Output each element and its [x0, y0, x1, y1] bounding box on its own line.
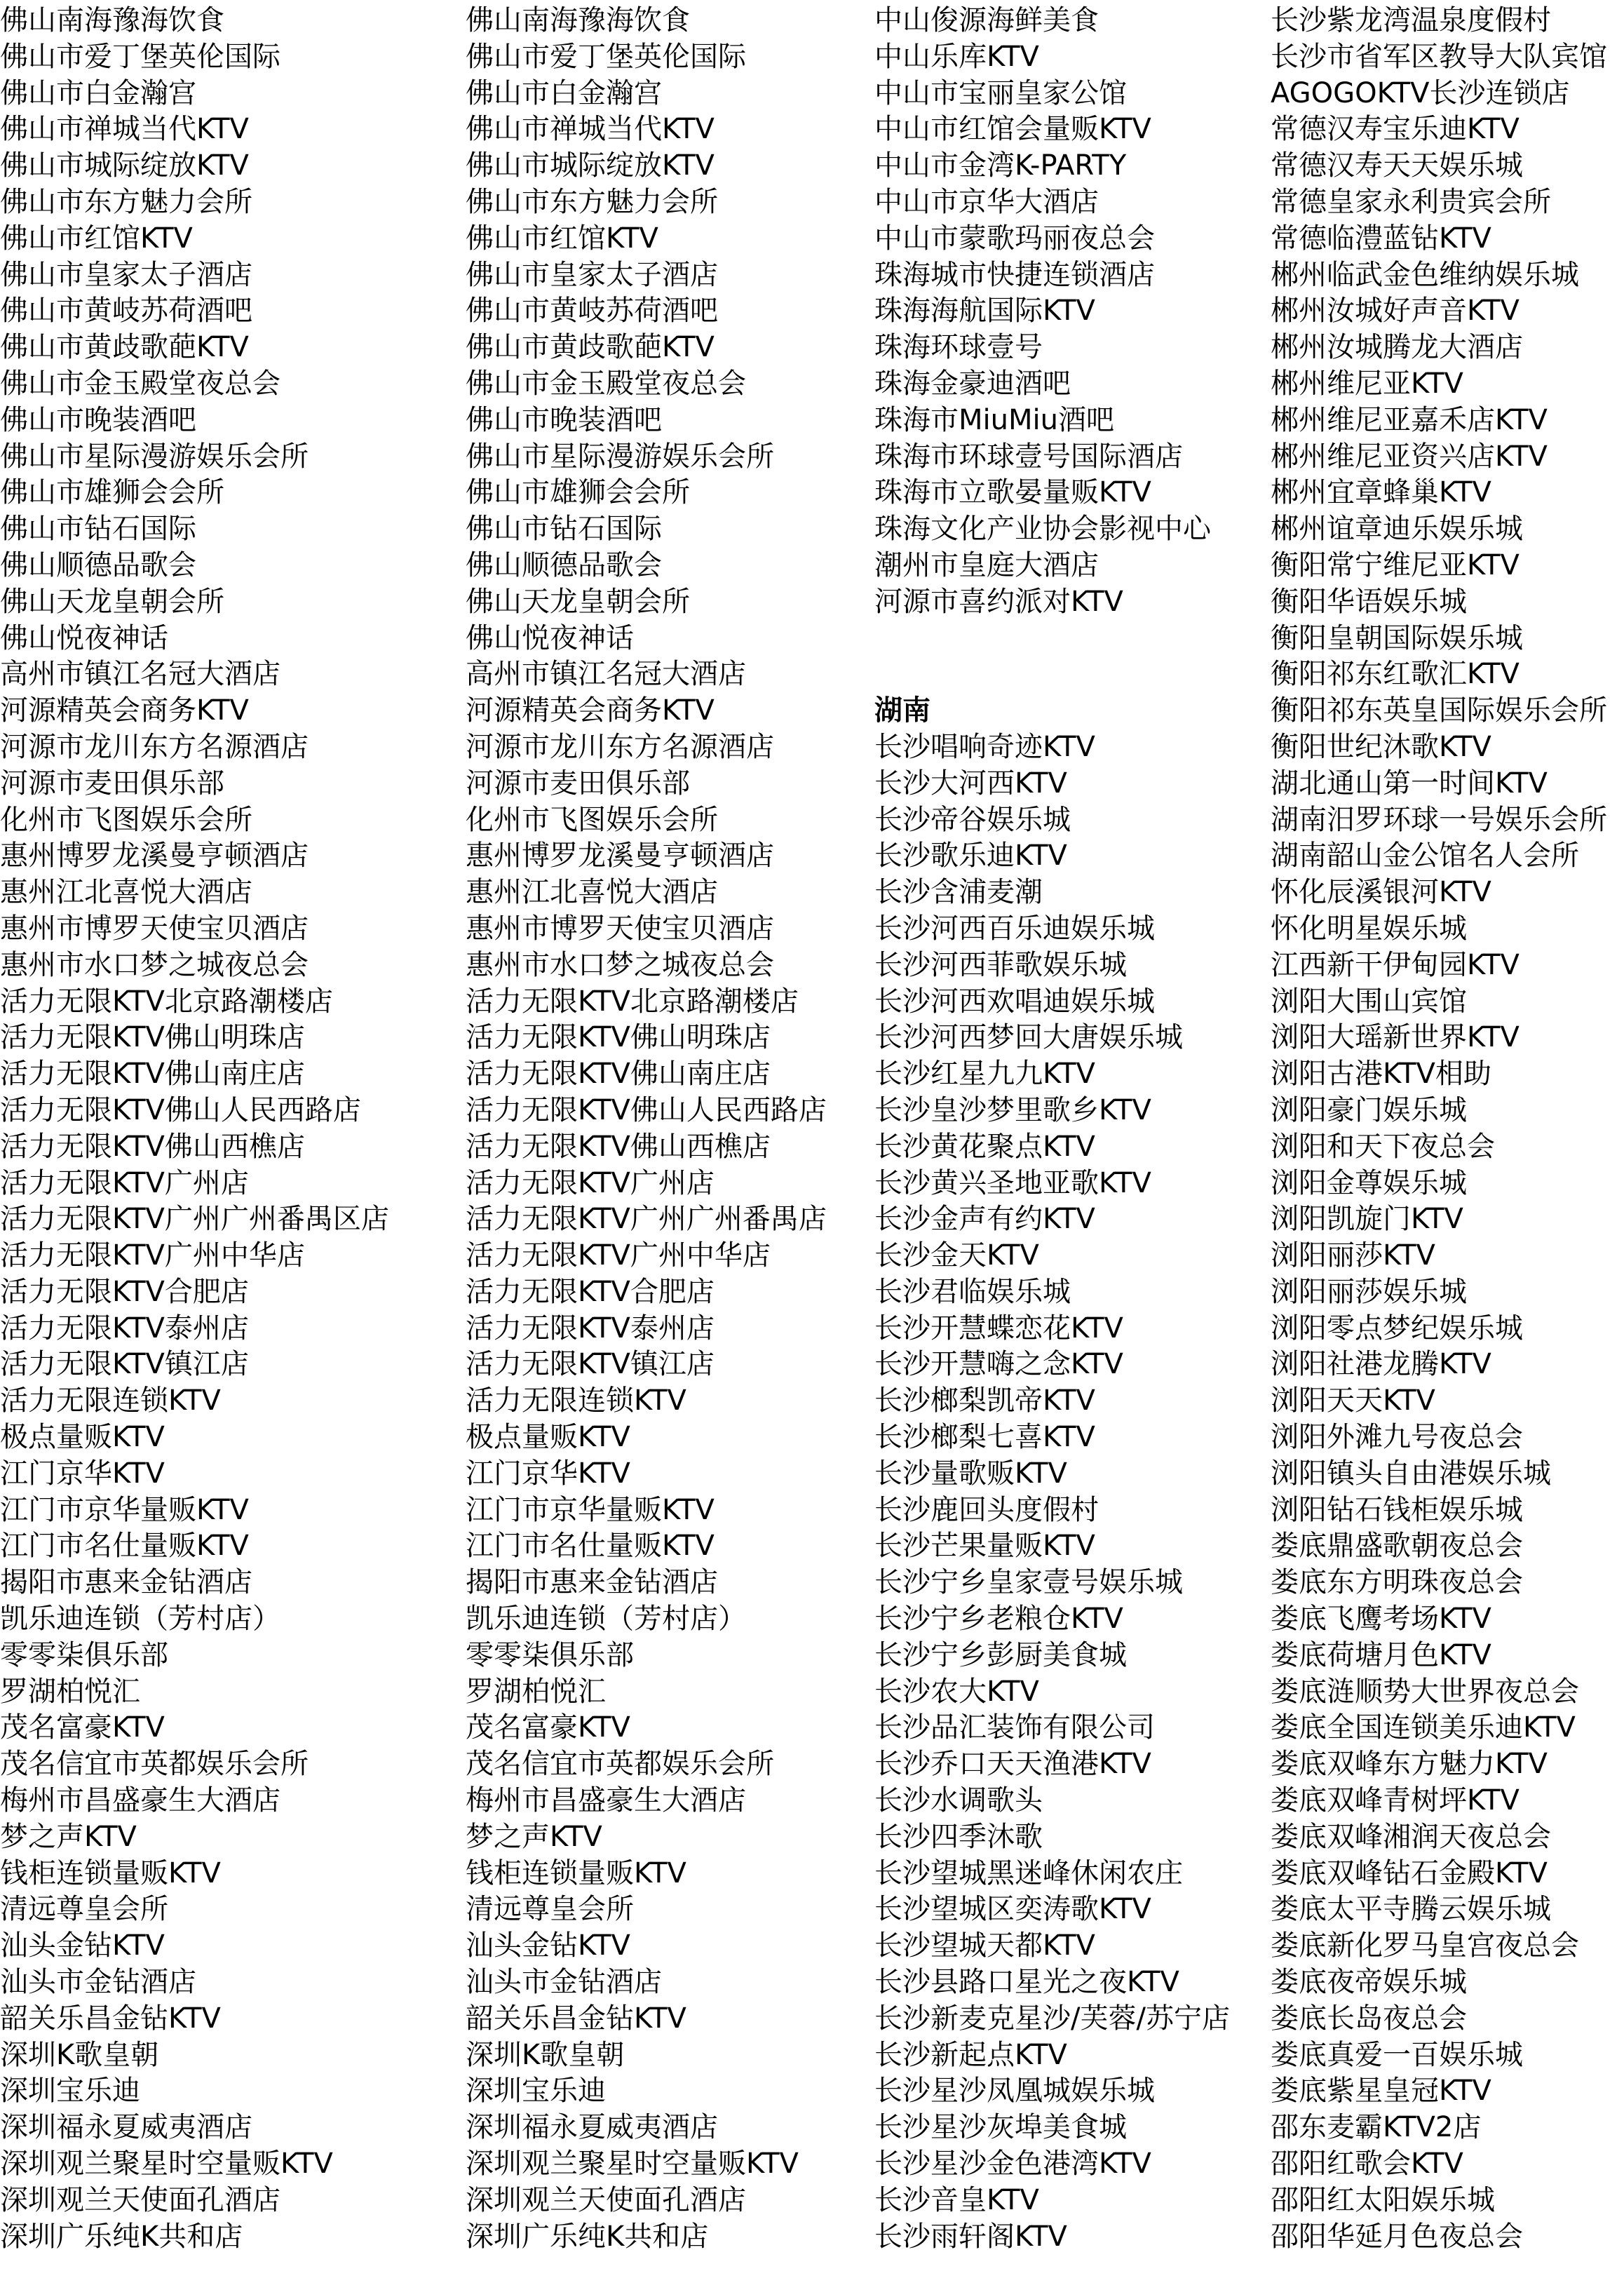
list-item: 浏阳丽莎娱乐城 [1271, 1275, 1467, 1308]
list-item: 深圳观兰聚星时空量贩KTV [0, 2148, 333, 2181]
list-item: 揭阳市惠来金钻酒店 [466, 1566, 718, 1599]
list-item: 活力无限KTV合肥店 [466, 1275, 715, 1308]
list-item: 化州市飞图娱乐会所 [0, 803, 252, 836]
list-item: 长沙望城天都KTV [874, 1929, 1095, 1962]
column-4 [1271, 3, 1607, 2255]
list-item: 中山市宝丽皇家公馆 [874, 76, 1127, 109]
list-item: 长沙四季沐歌 [874, 1820, 1043, 1853]
list-item: 长沙黄兴圣地亚歌KTV [874, 1166, 1151, 1199]
list-item: 中山俊源海鲜美食 [874, 4, 1099, 36]
list-item: 江门市京华量贩KTV [466, 1493, 715, 1526]
list-item: 邵阳华延月色夜总会 [1271, 2220, 1523, 2253]
list-item: 惠州市水口梦之城夜总会 [466, 948, 774, 981]
list-item: 江门京华KTV [466, 1457, 630, 1490]
list-item: 汕头金钻KTV [0, 1929, 165, 1962]
list-item: 活力无限KTV广州中华店 [466, 1239, 771, 1272]
list-item: 活力无限KTV泰州店 [466, 1312, 715, 1345]
list-item: 浏阳大瑶新世界KTV [1271, 1021, 1520, 1054]
list-item: 佛山市金玉殿堂夜总会 [0, 367, 280, 400]
list-item: 深圳宝乐迪 [0, 2075, 140, 2108]
list-item: 珠海城市快捷连锁酒店 [874, 258, 1155, 291]
list-item: 韶关乐昌金钻KTV [466, 2002, 686, 2035]
list-item: 娄底紫星皇冠KTV [1271, 2075, 1491, 2108]
list-item: 长沙河西百乐迪娱乐城 [874, 912, 1155, 945]
list-item: 珠海金豪迪酒吧 [874, 367, 1071, 400]
list-item: 长沙市省军区教导大队宾馆 [1271, 40, 1607, 73]
list-item: 江门市名仕量贩KTV [0, 1530, 249, 1563]
list-item: 佛山市黄歧歌葩KTV [466, 331, 715, 364]
list-item: 汕头市金钻酒店 [466, 1966, 662, 1999]
list-item: 郴州汝城腾龙大酒店 [1271, 331, 1523, 364]
list-item: 珠海市MiuMiu酒吧 [874, 403, 1114, 436]
list-item: 浏阳天天KTV [1271, 1384, 1435, 1417]
list-item: 佛山南海豫海饮食 [0, 4, 224, 36]
list-item: 常德汉寿宝乐迪KTV [1271, 113, 1520, 146]
list-item: 活力无限KTV佛山南庄店 [0, 1058, 305, 1091]
list-item: 活力无限KTV北京路潮楼店 [466, 985, 799, 1018]
list-item: 长沙皇沙梦里歌乡KTV [874, 1093, 1151, 1126]
list-item: 珠海市环球壹号国际酒店 [874, 440, 1183, 473]
list-item: 长沙河西欢唱迪娱乐城 [874, 985, 1155, 1018]
list-item: 深圳广乐纯K共和店 [0, 2220, 243, 2253]
list-item: 浏阳和天下夜总会 [1271, 1130, 1495, 1163]
list-item: 长沙开慧嗨之念KTV [874, 1348, 1123, 1381]
blank-line [874, 621, 1230, 657]
list-item: 邵东麦霸KTV2店 [1271, 2111, 1482, 2144]
list-item: 活力无限KTV广州店 [0, 1166, 249, 1199]
list-item: 浏阳凯旋门KTV [1271, 1203, 1463, 1236]
list-item: 中山乐库KTV [874, 40, 1039, 73]
list-item: 罗湖柏悦汇 [466, 1675, 606, 1708]
list-item: 佛山市红馆KTV [466, 222, 658, 255]
list-item: 长沙量歌贩KTV [874, 1457, 1067, 1490]
list-item: 娄底双峰湘润天夜总会 [1271, 1820, 1551, 1853]
list-item: 惠州博罗龙溪曼亨顿酒店 [0, 840, 309, 872]
list-item: 珠海海航国际KTV [874, 295, 1095, 328]
list-item: 长沙大河西KTV [874, 767, 1067, 800]
list-item: 浏阳豪门娱乐城 [1271, 1093, 1467, 1126]
list-item: 长沙新起点KTV [874, 2038, 1067, 2071]
list-item: 惠州市博罗天使宝贝酒店 [0, 912, 309, 945]
list-item: 郴州维尼亚KTV [1271, 367, 1463, 400]
list-item: 佛山市雄狮会会所 [466, 476, 690, 509]
list-item: 钱柜连锁量贩KTV [0, 1856, 221, 1889]
list-item: 娄底飞鹰考场KTV [1271, 1603, 1491, 1636]
list-item: 佛山市黄岐苏荷酒吧 [466, 295, 718, 328]
list-item: 常德临澧蓝钻KTV [1271, 222, 1491, 255]
list-item: 活力无限KTV北京路潮楼店 [0, 985, 333, 1018]
list-item: 活力无限KTV泰州店 [0, 1312, 249, 1345]
list-item: 中山市京华大酒店 [874, 185, 1099, 218]
list-item: 罗湖柏悦汇 [0, 1675, 140, 1708]
list-item: 长沙芒果量贩KTV [874, 1530, 1095, 1563]
list-item: 江门市京华量贩KTV [0, 1493, 249, 1526]
list-item: 活力无限KTV镇江店 [466, 1348, 715, 1381]
column-1 [0, 3, 389, 2255]
list-item: 浏阳零点梦纪娱乐城 [1271, 1312, 1523, 1345]
list-item: 衡阳皇朝国际娱乐城 [1271, 621, 1523, 654]
list-item: 佛山悦夜神话 [0, 621, 168, 654]
list-item: 活力无限KTV镇江店 [0, 1348, 249, 1381]
list-item: 长沙歌乐迪KTV [874, 840, 1067, 872]
list-item: 长沙宁乡彭厨美食城 [874, 1638, 1127, 1671]
list-item: 活力无限KTV广州广州番禺店 [466, 1203, 827, 1236]
column-2 [466, 3, 827, 2255]
list-item: 长沙水调歌头 [874, 1784, 1043, 1817]
list-item: 佛山市禅城当代KTV [0, 113, 249, 146]
list-item: 长沙紫龙湾温泉度假村 [1271, 4, 1551, 36]
list-item: 珠海环球壹号 [874, 331, 1043, 364]
list-item: AGOGOKTV长沙连锁店 [1271, 76, 1570, 109]
list-item: 活力无限KTV广州店 [466, 1166, 715, 1199]
list-item: 惠州市水口梦之城夜总会 [0, 948, 309, 981]
list-item: 中山市金湾K-PARTY [874, 149, 1127, 182]
list-item: 湖北通山第一时间KTV [1271, 767, 1548, 800]
list-item: 长沙雨轩阁KTV [874, 2220, 1067, 2253]
list-item: 佛山市黄歧歌葩KTV [0, 331, 249, 364]
list-item: 化州市飞图娱乐会所 [466, 803, 718, 836]
list-item: 深圳K歌皇朝 [466, 2038, 625, 2071]
list-item: 茂名信宜市英都娱乐会所 [466, 1748, 774, 1781]
list-item: 佛山市金玉殿堂夜总会 [466, 367, 746, 400]
list-item: 郴州维尼亚嘉禾店KTV [1271, 403, 1548, 436]
list-item: 怀化辰溪银河KTV [1271, 876, 1491, 909]
list-item: 邵阳红太阳娱乐城 [1271, 2183, 1495, 2216]
list-item: 活力无限KTV合肥店 [0, 1275, 249, 1308]
list-item: 河源精英会商务KTV [466, 694, 715, 727]
list-item: 娄底夜帝娱乐城 [1271, 1966, 1467, 1999]
list-item: 河源市喜约派对KTV [874, 585, 1123, 618]
list-item: 佛山市雄狮会会所 [0, 476, 224, 509]
list-item: 湖南汨罗环球一号娱乐会所 [1271, 803, 1607, 836]
list-item: 常德皇家永利贵宾会所 [1271, 185, 1551, 218]
list-item: 梅州市昌盛豪生大酒店 [466, 1784, 746, 1817]
list-item: 邵阳红歌会KTV [1271, 2148, 1463, 2181]
list-item: 揭阳市惠来金钻酒店 [0, 1566, 252, 1599]
list-item: 郴州宜章蜂巢KTV [1271, 476, 1491, 509]
list-item: 深圳福永夏威夷酒店 [466, 2111, 718, 2144]
list-item: 长沙榔梨凯帝KTV [874, 1384, 1095, 1417]
list-item: 长沙星沙凤凰城娱乐城 [874, 2075, 1155, 2108]
list-item: 浏阳钻石钱柜娱乐城 [1271, 1493, 1523, 1526]
list-item: 娄底东方明珠夜总会 [1271, 1566, 1523, 1599]
list-item: 长沙鹿回头度假村 [874, 1493, 1099, 1526]
list-item: 浏阳外滩九号夜总会 [1271, 1421, 1523, 1454]
list-item: 怀化明星娱乐城 [1271, 912, 1467, 945]
list-item: 活力无限KTV佛山明珠店 [0, 1021, 305, 1054]
list-item: 郴州临武金色维纳娱乐城 [1271, 258, 1579, 291]
list-item: 佛山顺德品歌会 [0, 548, 196, 581]
list-item: 浏阳镇头自由港娱乐城 [1271, 1457, 1551, 1490]
list-item: 长沙黄花聚点KTV [874, 1130, 1095, 1163]
list-item: 娄底双峰青树坪KTV [1271, 1784, 1520, 1817]
list-item: 钱柜连锁量贩KTV [466, 1856, 686, 1889]
list-item: 长沙品汇装饰有限公司 [874, 1711, 1155, 1744]
list-item: 佛山顺德品歌会 [466, 548, 662, 581]
list-item: 茂名信宜市英都娱乐会所 [0, 1748, 309, 1781]
list-item: 长沙农大KTV [874, 1675, 1039, 1708]
list-item: 佛山市星际漫游娱乐会所 [0, 440, 309, 473]
list-item: 深圳观兰聚星时空量贩KTV [466, 2148, 799, 2181]
list-item: 茂名富豪KTV [466, 1711, 630, 1744]
list-item: 浏阳古港KTV相助 [1271, 1058, 1491, 1091]
list-item: 活力无限KTV佛山西樵店 [0, 1130, 305, 1163]
list-item: 郴州谊章迪乐娱乐城 [1271, 513, 1523, 546]
list-item: 凯乐迪连锁（芳村店） [0, 1603, 280, 1636]
list-item: 河源市龙川东方名源酒店 [0, 730, 309, 763]
list-item: 长沙望城区奕涛歌KTV [874, 1893, 1151, 1926]
list-item: 活力无限KTV佛山南庄店 [466, 1058, 771, 1091]
list-item: 中山市红馆会量贩KTV [874, 113, 1151, 146]
list-item: 长沙君临娱乐城 [874, 1275, 1071, 1308]
list-item: 衡阳常宁维尼亚KTV [1271, 548, 1520, 581]
list-item: 佛山市晚装酒吧 [466, 403, 662, 436]
list-item: 河源市麦田俱乐部 [466, 767, 690, 800]
list-item: 长沙帝谷娱乐城 [874, 803, 1071, 836]
list-item: 梦之声KTV [0, 1820, 137, 1853]
list-item: 深圳K歌皇朝 [0, 2038, 159, 2071]
list-item: 长沙新麦克星沙/芙蓉/苏宁店 [874, 2002, 1230, 2035]
list-item: 梅州市昌盛豪生大酒店 [0, 1784, 280, 1817]
list-item: 活力无限KTV佛山人民西路店 [466, 1093, 827, 1126]
list-item: 江西新干伊甸园KTV [1271, 948, 1520, 981]
list-item: 长沙唱响奇迹KTV [874, 730, 1095, 763]
list-item: 湖南韶山金公馆名人会所 [1271, 840, 1579, 872]
list-item: 活力无限连锁KTV [466, 1384, 686, 1417]
list-item: 珠海文化产业协会影视中心 [874, 513, 1211, 546]
list-item: 江门京华KTV [0, 1457, 165, 1490]
list-item: 零零柒俱乐部 [466, 1638, 634, 1671]
list-item: 深圳广乐纯K共和店 [466, 2220, 709, 2253]
list-item: 活力无限KTV佛山人民西路店 [0, 1093, 361, 1126]
list-item: 娄底真爱一百娱乐城 [1271, 2038, 1523, 2071]
list-item: 长沙宁乡老粮仓KTV [874, 1603, 1123, 1636]
list-item: 郴州维尼亚资兴店KTV [1271, 440, 1548, 473]
list-item: 珠海市立歌晏量贩KTV [874, 476, 1151, 509]
list-item: 佛山市皇家太子酒店 [466, 258, 718, 291]
list-item: 佛山市白金瀚宫 [0, 76, 196, 109]
list-item: 极点量贩KTV [0, 1421, 165, 1454]
list-item: 娄底新化罗马皇宫夜总会 [1271, 1929, 1579, 1962]
list-item: 浏阳大围山宾馆 [1271, 985, 1467, 1018]
list-item: 娄底太平寺腾云娱乐城 [1271, 1893, 1551, 1926]
list-item: 深圳观兰天使面孔酒店 [0, 2183, 280, 2216]
list-item: 长沙宁乡皇家壹号娱乐城 [874, 1566, 1183, 1599]
list-item: 浏阳社港龙腾KTV [1271, 1348, 1491, 1381]
list-item: 娄底荷塘月色KTV [1271, 1638, 1491, 1671]
list-item: 惠州江北喜悦大酒店 [466, 876, 718, 909]
blank-line [874, 656, 1230, 693]
list-item: 潮州市皇庭大酒店 [874, 548, 1099, 581]
list-item: 深圳观兰天使面孔酒店 [466, 2183, 746, 2216]
list-item: 浏阳丽莎KTV [1271, 1239, 1435, 1272]
list-item: 河源市龙川东方名源酒店 [466, 730, 774, 763]
list-item: 佛山市钻石国际 [466, 513, 662, 546]
list-item: 佛山市红馆KTV [0, 222, 193, 255]
list-item: 长沙榔梨七喜KTV [874, 1421, 1095, 1454]
list-item: 中山市蒙歌玛丽夜总会 [874, 222, 1155, 255]
list-item: 佛山悦夜神话 [466, 621, 634, 654]
list-item: 佛山市白金瀚宫 [466, 76, 662, 109]
list-item: 佛山市城际绽放KTV [0, 149, 249, 182]
list-item: 江门市名仕量贩KTV [466, 1530, 715, 1563]
list-item: 娄底涟顺势大世界夜总会 [1271, 1675, 1579, 1708]
list-item: 惠州市博罗天使宝贝酒店 [466, 912, 774, 945]
list-item: 娄底全国连锁美乐迪KTV [1271, 1711, 1576, 1744]
section-heading: 湖南 [874, 694, 931, 727]
list-item: 佛山市东方魅力会所 [466, 185, 718, 218]
list-item: 汕头金钻KTV [466, 1929, 630, 1962]
list-item: 惠州江北喜悦大酒店 [0, 876, 252, 909]
list-item: 娄底双峰钻石金殿KTV [1271, 1856, 1548, 1889]
list-item: 清远尊皇会所 [0, 1893, 168, 1926]
list-item: 长沙红星九九KTV [874, 1058, 1095, 1091]
list-item: 河源精英会商务KTV [0, 694, 249, 727]
list-item: 零零柒俱乐部 [0, 1638, 168, 1671]
list-item: 凯乐迪连锁（芳村店） [466, 1603, 746, 1636]
list-item: 长沙河西菲歌娱乐城 [874, 948, 1127, 981]
list-item: 娄底双峰东方魅力KTV [1271, 1748, 1548, 1781]
list-item: 佛山市城际绽放KTV [466, 149, 715, 182]
list-item: 活力无限KTV佛山明珠店 [466, 1021, 771, 1054]
list-item: 长沙音皇KTV [874, 2183, 1039, 2216]
list-item: 衡阳祁东英皇国际娱乐会所 [1271, 694, 1607, 727]
list-item: 衡阳华语娱乐城 [1271, 585, 1467, 618]
list-item: 活力无限KTV佛山西樵店 [466, 1130, 771, 1163]
list-item: 娄底长岛夜总会 [1271, 2002, 1467, 2035]
list-item: 佛山市禅城当代KTV [466, 113, 715, 146]
list-item: 长沙含浦麦潮 [874, 876, 1043, 909]
list-item: 活力无限KTV广州中华店 [0, 1239, 305, 1272]
list-item: 长沙乔口天天渔港KTV [874, 1748, 1151, 1781]
list-item: 衡阳世纪沐歌KTV [1271, 730, 1491, 763]
list-item: 佛山市钻石国际 [0, 513, 196, 546]
list-item: 清远尊皇会所 [466, 1893, 634, 1926]
list-item: 佛山市东方魅力会所 [0, 185, 252, 218]
list-item: 梦之声KTV [466, 1820, 602, 1853]
column-3 [874, 3, 1230, 2255]
list-item: 惠州博罗龙溪曼亨顿酒店 [466, 840, 774, 872]
list-item: 浏阳金尊娱乐城 [1271, 1166, 1467, 1199]
list-item: 佛山天龙皇朝会所 [0, 585, 224, 618]
list-item: 佛山天龙皇朝会所 [466, 585, 690, 618]
list-item: 高州市镇江名冠大酒店 [466, 658, 746, 691]
list-item: 长沙望城黑迷峰休闲农庄 [874, 1856, 1183, 1889]
list-item: 郴州汝城好声音KTV [1271, 295, 1520, 328]
list-item: 茂名富豪KTV [0, 1711, 165, 1744]
list-item: 长沙金声有约KTV [874, 1203, 1095, 1236]
list-item: 长沙星沙金色港湾KTV [874, 2148, 1151, 2181]
list-item: 极点量贩KTV [466, 1421, 630, 1454]
list-item: 佛山南海豫海饮食 [466, 4, 690, 36]
list-item: 长沙星沙灰埠美食城 [874, 2111, 1127, 2144]
list-item: 衡阳祁东红歌汇KTV [1271, 658, 1520, 691]
list-item: 高州市镇江名冠大酒店 [0, 658, 280, 691]
list-item: 长沙金天KTV [874, 1239, 1039, 1272]
list-item: 活力无限连锁KTV [0, 1384, 221, 1417]
list-item: 深圳宝乐迪 [466, 2075, 606, 2108]
list-item: 长沙县路口星光之夜KTV [874, 1966, 1179, 1999]
list-item: 深圳福永夏威夷酒店 [0, 2111, 252, 2144]
list-item: 长沙河西梦回大唐娱乐城 [874, 1021, 1183, 1054]
list-item: 佛山市皇家太子酒店 [0, 258, 252, 291]
list-item: 佛山市晚装酒吧 [0, 403, 196, 436]
list-item: 佛山市爱丁堡英伦国际 [0, 40, 280, 73]
list-item: 活力无限KTV广州广州番禺区店 [0, 1203, 389, 1236]
list-item: 娄底鼎盛歌朝夜总会 [1271, 1530, 1523, 1563]
list-item: 河源市麦田俱乐部 [0, 767, 224, 800]
list-item: 佛山市星际漫游娱乐会所 [466, 440, 774, 473]
list-item: 佛山市爱丁堡英伦国际 [466, 40, 746, 73]
list-item: 汕头市金钻酒店 [0, 1966, 196, 1999]
list-item: 长沙开慧蝶恋花KTV [874, 1312, 1123, 1345]
list-item: 佛山市黄岐苏荷酒吧 [0, 295, 252, 328]
list-item: 常德汉寿天天娱乐城 [1271, 149, 1523, 182]
list-item: 韶关乐昌金钻KTV [0, 2002, 221, 2035]
